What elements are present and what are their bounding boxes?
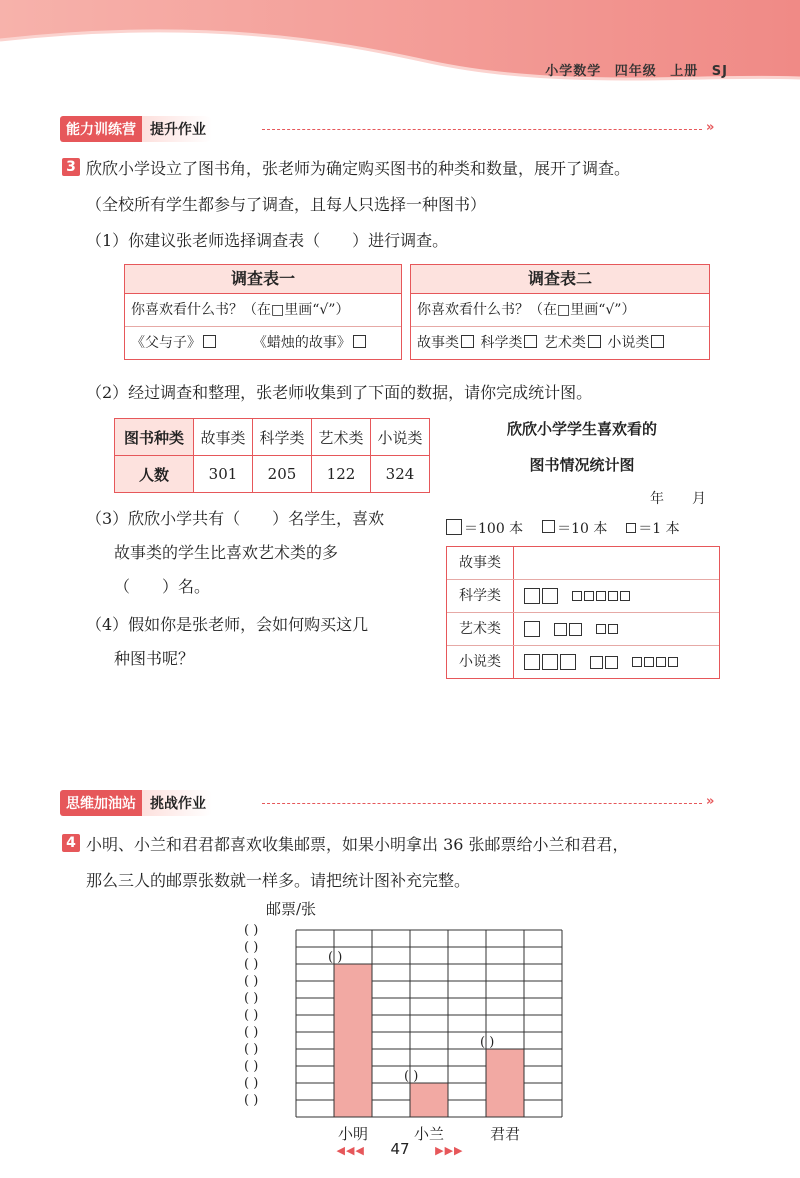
checkbox[interactable]: [588, 335, 601, 348]
survey-title: 调查表二: [411, 265, 709, 294]
square-icon: [596, 624, 606, 634]
question-text: 那么三人的邮票张数就一样多。请把统计图补充完整。: [86, 871, 471, 890]
square-icon: [446, 519, 462, 535]
left-triangles-icon: ◀◀◀: [336, 1144, 365, 1157]
bar-value-label: ( ): [328, 950, 343, 965]
question-text: 欣欣小学设立了图书角，张老师为确定购买图书的种类和数量，展开了调查。: [86, 159, 631, 178]
pictograph-label: 小说类: [447, 646, 514, 678]
table-header: 艺术类: [312, 419, 371, 456]
square-icon: [524, 654, 540, 670]
dashed-divider: [262, 129, 702, 130]
pictograph-label: 艺术类: [447, 613, 514, 645]
header-info: 小学数学 四年级 上册 SJ: [545, 64, 728, 79]
square-icon: [524, 621, 540, 637]
bar: [334, 964, 372, 1117]
question-part-3: （ ）名。: [114, 577, 211, 596]
banner-tag: 能力训练营: [60, 116, 142, 142]
double-arrow-icon: »: [706, 794, 715, 809]
question-part-3: 故事类的学生比喜欢艺术类的多: [114, 543, 339, 562]
square-icon: [656, 657, 666, 667]
bar-value-label: ( ): [480, 1035, 495, 1050]
y-tick-label: ( ): [244, 991, 259, 1006]
survey-title: 调查表一: [125, 265, 401, 294]
square-icon: [620, 591, 630, 601]
survey-option-label: 《父与子》: [131, 335, 201, 351]
category-label: 小兰: [413, 1125, 445, 1143]
table-row-label: 人数: [115, 456, 194, 493]
bar: [410, 1083, 448, 1117]
square-icon: [668, 657, 678, 667]
survey-question: 你喜欢看什么书？（在□里画“√”）: [417, 302, 636, 318]
survey-table-1: [124, 264, 402, 360]
square-icon: [572, 591, 582, 601]
square-icon: [560, 654, 576, 670]
question-part-2: （2）经过调查和整理，张老师收集到了下面的数据，请你完成统计图。: [86, 383, 593, 402]
checkbox[interactable]: [203, 335, 216, 348]
pictograph-label: 故事类: [447, 547, 514, 579]
page-footer: [320, 1140, 480, 1158]
y-tick-label: ( ): [244, 1008, 259, 1023]
y-tick-label: ( ): [244, 1076, 259, 1091]
square-icon: [605, 656, 618, 669]
pictograph-cell: [514, 646, 719, 678]
data-table: [114, 418, 430, 493]
square-icon: [590, 656, 603, 669]
square-icon: [542, 654, 558, 670]
section-banner-1: [60, 116, 216, 142]
y-tick-label: ( ): [244, 1059, 259, 1074]
y-tick-label: ( ): [244, 1042, 259, 1057]
pictograph-row: [447, 579, 719, 612]
square-icon: [632, 657, 642, 667]
square-icon: [554, 623, 567, 636]
y-tick-label: ( ): [244, 974, 259, 989]
survey-option-label: 小说类: [607, 335, 650, 351]
table-row: [115, 456, 430, 493]
survey-question: 你喜欢看什么书？（在□里画“√”）: [131, 302, 350, 318]
page-number: 47: [390, 1140, 410, 1158]
question-part-4: （4）假如你是张老师，会如何购买这几: [86, 615, 369, 634]
pictograph-row: [447, 612, 719, 645]
square-icon: [596, 591, 606, 601]
table-cell: 205: [253, 456, 312, 493]
pictograph-cell: [514, 613, 719, 645]
banner-subtitle: 提升作业: [142, 116, 216, 142]
checkbox[interactable]: [353, 335, 366, 348]
square-icon: [524, 588, 540, 604]
square-icon: [542, 588, 558, 604]
survey-option-label: 科学类: [480, 335, 523, 351]
question-number: 3: [62, 158, 80, 176]
pictograph-legend: [446, 518, 680, 538]
checkbox[interactable]: [651, 335, 664, 348]
square-icon: [608, 591, 618, 601]
pictograph-date: 年 月: [650, 491, 706, 507]
dashed-divider: [262, 803, 702, 804]
table-cell: 301: [194, 456, 253, 493]
survey-option-label: 故事类: [417, 335, 459, 351]
table-header: 故事类: [194, 419, 253, 456]
question-part-3: （3）欣欣小学共有（ ）名学生，喜欢: [86, 509, 385, 528]
question-part-1: （1）你建议张老师选择调查表（ ）进行调查。: [86, 231, 449, 250]
legend-label: ＝10 本: [557, 521, 608, 537]
pictograph-cell: [514, 580, 719, 612]
square-icon: [626, 523, 636, 533]
square-icon: [569, 623, 582, 636]
category-label: 君君: [489, 1125, 521, 1143]
chart-ylabel: 邮票/张: [266, 900, 317, 918]
bar-value-label: ( ): [404, 1069, 419, 1084]
checkbox[interactable]: [524, 335, 537, 348]
survey-options: [125, 326, 401, 359]
table-cell: 324: [371, 456, 430, 493]
square-icon: [584, 591, 594, 601]
y-tick-label: ( ): [244, 957, 259, 972]
legend-label: ＝1 本: [638, 521, 680, 537]
banner-subtitle: 挑战作业: [142, 790, 216, 816]
square-icon: [644, 657, 654, 667]
table-header: 小说类: [371, 419, 430, 456]
y-tick-label: ( ): [244, 1093, 259, 1108]
y-tick-label: ( ): [244, 923, 259, 938]
survey-option-label: 艺术类: [543, 335, 586, 351]
square-icon: [542, 520, 555, 533]
banner-tag: 思维加油站: [60, 790, 142, 816]
pictograph-label: 科学类: [447, 580, 514, 612]
table-row: [115, 419, 430, 456]
square-icon: [608, 624, 618, 634]
table-header: 图书种类: [115, 419, 194, 456]
survey-option-label: 《蜡烛的故事》: [252, 335, 351, 351]
pictograph: [446, 546, 720, 679]
stamp-bar-chart: [230, 896, 590, 1143]
category-label: 小明: [337, 1125, 369, 1143]
table-cell: 122: [312, 456, 371, 493]
double-arrow-icon: »: [706, 120, 715, 135]
survey-options: [411, 326, 709, 359]
right-triangles-icon: ▶▶▶: [435, 1144, 464, 1157]
bar: [486, 1049, 524, 1117]
checkbox[interactable]: [461, 335, 474, 348]
question-part-4: 种图书呢？: [114, 649, 195, 668]
question-number: 4: [62, 834, 80, 852]
pictograph-title: 欣欣小学学生喜欢看的: [506, 420, 657, 438]
question-text: 小明、小兰和君君都喜欢收集邮票，如果小明拿出 36 张邮票给小兰和君君，: [86, 835, 629, 854]
y-tick-label: ( ): [244, 940, 259, 955]
pictograph-row: [447, 547, 719, 579]
legend-label: ＝100 本: [464, 521, 524, 537]
pictograph-cell[interactable]: [514, 547, 719, 579]
pictograph-title: 图书情况统计图: [529, 456, 635, 474]
y-tick-label: ( ): [244, 1025, 259, 1040]
table-header: 科学类: [253, 419, 312, 456]
pictograph-row: [447, 645, 719, 678]
survey-table-2: [410, 264, 710, 360]
question-text: （全校所有学生都参与了调查，且每人只选择一种图书）: [86, 195, 487, 214]
section-banner-2: [60, 790, 216, 816]
